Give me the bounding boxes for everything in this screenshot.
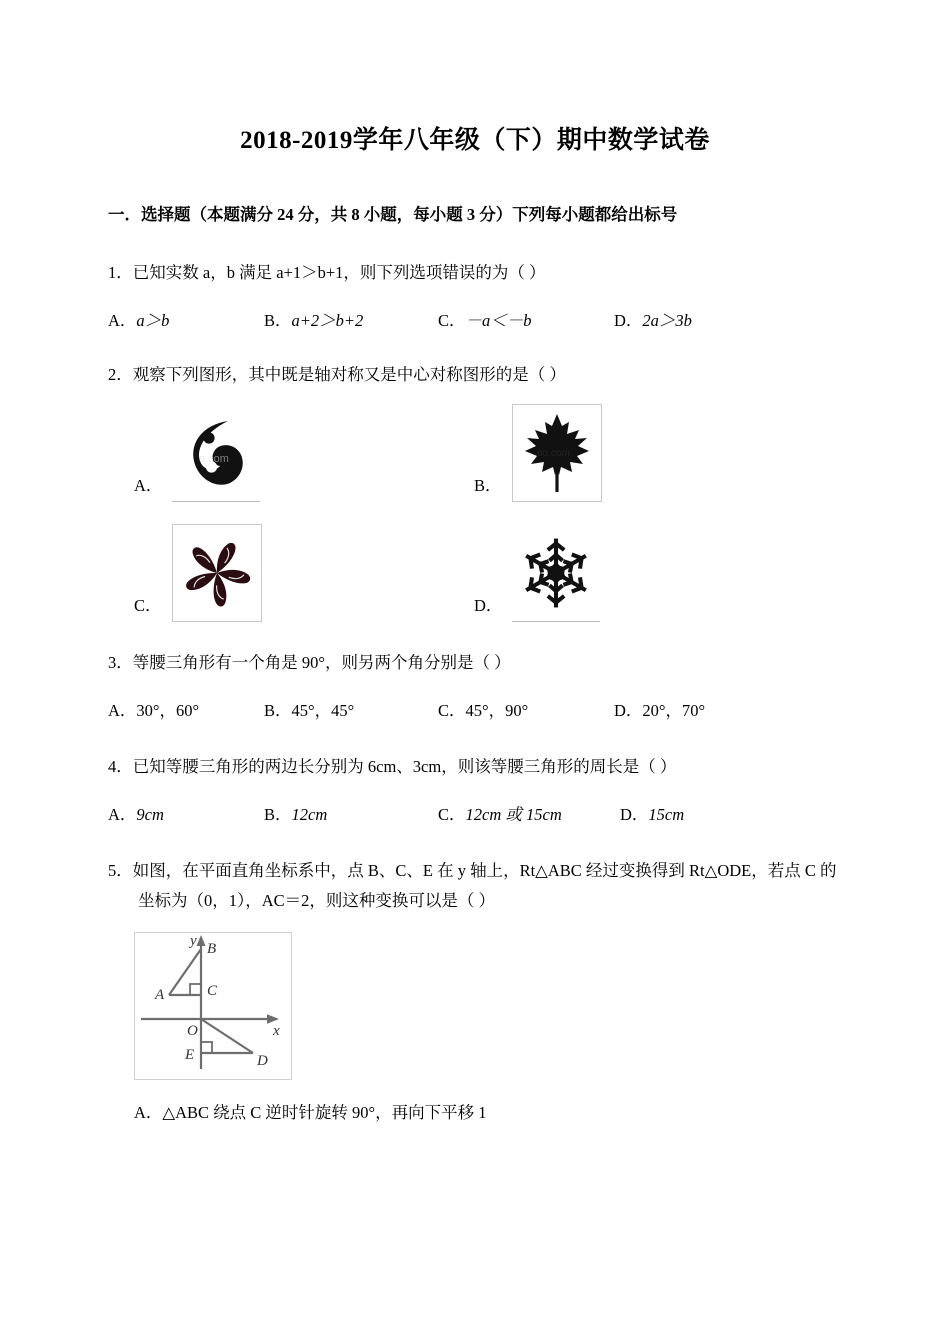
axis-label-x: x [273, 1023, 280, 1039]
question-2-option-d[interactable] [474, 525, 814, 622]
question-2-options-row-2 [134, 524, 880, 622]
point-label-a: A [155, 987, 165, 1003]
option-d-label: D． [614, 311, 643, 330]
option-d-figure-box [512, 525, 600, 622]
question-3-text: 等腰三角形有一个角是 90°，则另两个角分别是（ ） [132, 653, 511, 672]
option-b-label: B． [264, 805, 292, 824]
right-angle-mark-c [190, 984, 201, 995]
snowflake-icon [515, 532, 597, 614]
question-3-options [108, 696, 880, 726]
question-1-option-b[interactable] [264, 306, 363, 336]
option-d-label: D． [614, 701, 643, 720]
question-4-option-c[interactable] [438, 800, 562, 830]
svg-text:o.com: o.com [199, 453, 230, 465]
question-1-number: 1． [108, 263, 133, 282]
question-2-options [108, 404, 880, 622]
option-d-label: D． [474, 596, 503, 615]
question-3-option-d[interactable] [614, 696, 705, 726]
question-5 [0, 856, 950, 1128]
option-c-label: C． [438, 701, 466, 720]
question-4-option-d[interactable] [620, 800, 684, 830]
option-c-text: －a＜－b [465, 311, 532, 330]
question-2-option-a[interactable] [134, 405, 474, 502]
option-d-text: 20°，70° [642, 701, 706, 720]
option-c-text: 12cm 或 15cm [465, 805, 562, 824]
option-a-label: A． [134, 476, 163, 495]
option-b-label: B． [264, 311, 292, 330]
option-a-label: A． [108, 805, 137, 824]
triangle-ode [201, 1019, 253, 1053]
question-2-option-c[interactable] [134, 524, 474, 622]
option-c-label: C． [438, 311, 466, 330]
right-angle-mark-e [201, 1042, 212, 1053]
question-5-option-a[interactable] [134, 1103, 487, 1122]
question-4-options [108, 800, 880, 830]
svg-text:oo.com: oo.com [536, 448, 570, 459]
question-2-text: 观察下列图形，其中既是轴对称又是中心对称图形的是（ ） [132, 365, 566, 384]
option-a-label: A． [108, 701, 137, 720]
question-3-option-c[interactable] [438, 696, 528, 726]
point-label-e: E [185, 1047, 195, 1063]
option-d-text: 2a＞3b [642, 311, 692, 330]
question-1-text: 已知实数 a，b 满足 a+1＞b+1，则下列选项错误的为（ ） [132, 263, 546, 282]
maple-leaf-icon [521, 412, 593, 494]
question-2-options-row-1 [134, 404, 880, 502]
question-2-option-b[interactable] [474, 404, 814, 502]
option-c-figure-box [172, 524, 262, 622]
question-4-number: 4． [108, 757, 133, 776]
point-label-c: C [207, 983, 218, 999]
question-5-number: 5． [108, 861, 133, 880]
option-b-text: 45°，45° [291, 701, 355, 720]
y-axis-arrow [197, 935, 206, 946]
question-1-stem [108, 258, 880, 288]
option-a-label: A． [134, 1103, 163, 1122]
question-5-text-line-1: 如图，在平面直角坐标系中，点 B、C、E 在 y 轴上，Rt△ABC 经过变换得到 Rt△ODE，若点 C 的 [132, 861, 837, 880]
question-3-option-a[interactable] [108, 696, 199, 726]
option-b-figure-box [512, 404, 602, 502]
question-2-number: 2． [108, 365, 133, 384]
triangle-abc [169, 949, 201, 995]
question-1-option-d[interactable] [614, 306, 692, 336]
bauhinia-flower-icon [179, 535, 255, 611]
page-title: 2018-2019学年八年级（下）期中数学试卷 [240, 127, 710, 154]
question-5-stem [108, 856, 880, 916]
question-2-stem [108, 360, 880, 390]
point-label-o: O [187, 1023, 198, 1039]
option-d-label: D． [620, 805, 649, 824]
section-heading-multiple-choice: 一．选择题（本题满分 24 分，共 8 小题，每小题 3 分）下列每小题都给出标号 [108, 205, 678, 224]
question-1-options [108, 306, 880, 336]
question-5-text-line-2: 坐标为（0，1），AC＝2，则这种变换可以是（ ） [138, 891, 496, 910]
question-3-number: 3． [108, 653, 133, 672]
point-label-b: B [207, 941, 217, 957]
option-a-text: a＞b [136, 311, 170, 330]
question-3-option-b[interactable] [264, 696, 354, 726]
question-4-option-a[interactable] [108, 800, 164, 830]
question-4-option-b[interactable] [264, 800, 327, 830]
option-c-label: C． [134, 596, 162, 615]
question-1-option-c[interactable] [438, 306, 532, 336]
point-label-d: D [257, 1053, 268, 1069]
question-5-options [108, 1098, 880, 1128]
question-1-option-a[interactable] [108, 306, 169, 336]
question-4-stem [108, 752, 880, 782]
option-b-label: B． [474, 476, 502, 495]
option-b-text: a+2＞b+2 [291, 311, 364, 330]
question-2 [0, 360, 950, 622]
option-a-text: △ABC 绕点 C 逆时针旋转 90°，再向下平移 1 [162, 1103, 487, 1122]
option-a-text: 9cm [136, 805, 164, 824]
axis-label-y: y [190, 933, 197, 949]
option-a-text: 30°，60° [136, 701, 200, 720]
question-4 [0, 752, 950, 830]
coordinate-plane-figure [134, 932, 292, 1080]
question-1 [0, 258, 950, 336]
option-b-text: 12cm [291, 805, 328, 824]
question-5-figure-wrap [108, 932, 880, 1080]
yin-yang-icon [184, 415, 248, 491]
option-d-text: 15cm [648, 805, 685, 824]
option-c-text: 45°，90° [465, 701, 529, 720]
question-3-stem [108, 648, 880, 678]
question-3 [0, 648, 950, 726]
option-a-label: A． [108, 311, 137, 330]
question-4-text: 已知等腰三角形的两边长分别为 6cm、3cm，则该等腰三角形的周长是（ ） [132, 757, 677, 776]
option-a-figure-box [172, 405, 260, 502]
option-c-label: C． [438, 805, 466, 824]
option-b-label: B． [264, 701, 292, 720]
